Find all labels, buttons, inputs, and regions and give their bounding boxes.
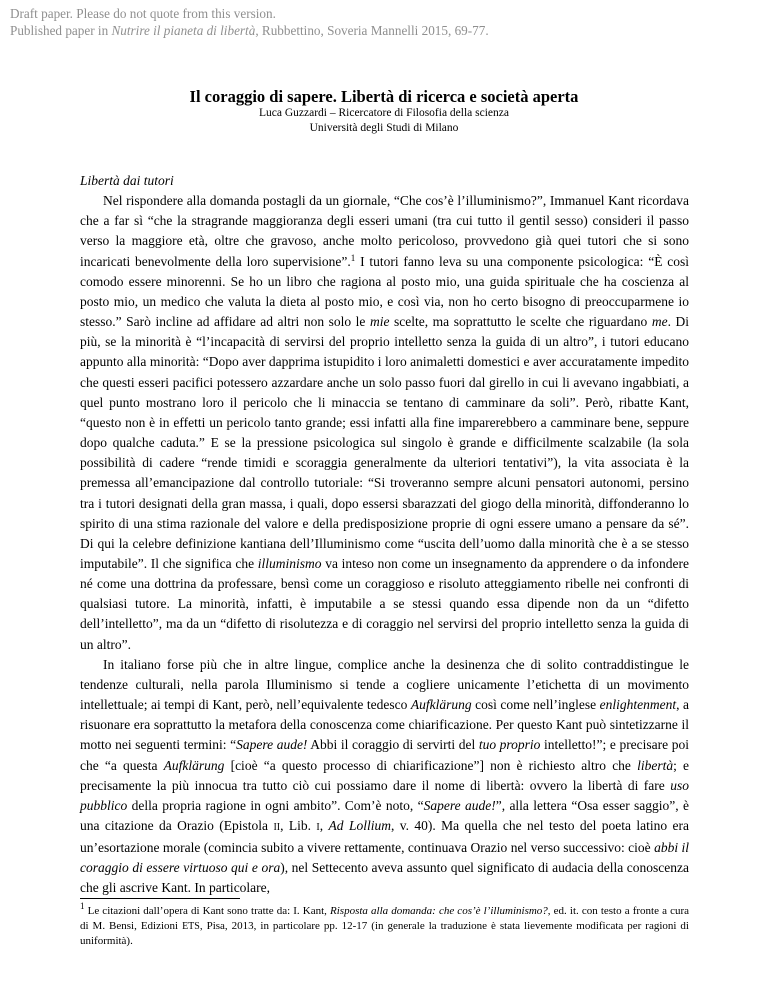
text-run: , v. 40). Ma quella che nel testo del poeta latino era un’esortazione morale (comincia subito a vivere rettamente, continuava Orazio nel verso successivo: cioè (80, 818, 690, 856)
text-run: ”, alla lettera “Osa esser saggio”, è una citazione da Orazio (Epistola (80, 797, 690, 833)
paragraph (80, 655, 689, 899)
draft-notice-line2 (10, 22, 489, 39)
italic-text: mie (369, 314, 390, 330)
footnote-divider (80, 898, 240, 899)
text-run: Le citazioni dall’opera di Kant sono tratte da: I. Kant, (84, 905, 331, 917)
text-run: scelte, ma soprattutto le scelte che riguardano (389, 314, 652, 330)
draft-notice-prefix: Published paper in (10, 23, 112, 38)
text-run: [cioè “a questo processo di chiarificazione”] non è richiesto altro che (224, 757, 638, 773)
italic-text: Aufklärung (163, 757, 225, 773)
footnote (80, 901, 689, 950)
text-run: , Pisa, 2013, in particolare pp. 12-17 (in generale la traduzione è stata lievemente modificata per ragioni di uniformità). (80, 920, 689, 948)
italic-text: enlightenment (599, 697, 677, 713)
text-run: va inteso non come un insegnamento da apprendere o da infondere né come una dottrina da professare, bensì come un coraggioso e risoluto atteggiamento ribelle nei confronti di qualsiasi tutore. La minorità, infatti, è imputabile a se stessi quando essa dipende non da un “difetto dell’intelletto”, ma da un “difetto di risolutezza e di coraggio nel servirsi del proprio intelletto senza la guida di un altro”. (80, 555, 689, 652)
draft-notice (10, 5, 489, 39)
italic-text: illuminismo (257, 555, 322, 571)
text-run: I tutori fanno leva su una componente psicologica: “È così comodo essere minorenni. Se ho un libro che ragiona al posto mio, una guida spirituale che ha coscienza al posto mio, un medico che valuta la dieta al posto mio, e così via, non ho certo bisogno di preoccuparmene io stesso.” Sarò incline ad affidare ad altri non solo le (80, 253, 690, 330)
italic-text: Aufklärung (410, 697, 472, 713)
italic-text: Sapere aude! (236, 737, 308, 753)
italic-text: uso pubblico (80, 777, 689, 813)
author-block (0, 106, 768, 136)
italic-text: Ad Lollium (328, 818, 391, 833)
text-run: intelletto!”; e precisare poi che “a questa (80, 737, 689, 773)
draft-notice-line1: Draft paper. Please do not quote from this version. (10, 6, 276, 21)
text-run: Nel rispondere alla domanda postagli da un giornale, “Che cos’è l’illuminismo?”, Immanuel Kant ricordava che a far sì “che la stragrande maggioranza degli esseri umani (tra cui tutto il gentil sesso) consideri il passo verso la maggiore età, oltre che gravoso, anche molto pericoloso, provvedono già quei tutori che si sono incaricati benevolmente della loro supervisione”. (80, 193, 689, 269)
paragraph (80, 191, 689, 655)
footnote-ref: 1 (80, 901, 85, 911)
section-title: Libertà dai tutori (80, 173, 174, 188)
text-run: , (319, 818, 329, 833)
italic-text: libertà (637, 757, 674, 773)
text-run: ETS (182, 921, 200, 933)
italic-text: abbi il coraggio di essere virtuoso qui e ora (80, 840, 689, 876)
italic-text: tuo proprio (478, 737, 541, 753)
text-run: , ed. it. con testo a fronte a cura di M. Bensi, Edizioni (80, 905, 689, 933)
text-run: In italiano forse più che in altre lingue, complice anche la desinenza che di solito contraddistingue le tendenze culturali, nella parola Illuminismo si tende a cogliere unicamente l’etichetta di un movimento intellettuale; ai tempi di Kant, però, nell’equivalente tedesco (80, 656, 689, 713)
text-run: I (316, 822, 320, 833)
paper-title: Il coraggio di sapere. Libertà di ricerca e società aperta (189, 87, 579, 106)
text-run: , Lib. (280, 818, 317, 833)
text-run: così come nell’inglese (471, 697, 600, 713)
main-text (80, 171, 689, 899)
draft-notice-suffix: , Rubbettino, Soveria Mannelli 2015, 69-77. (255, 23, 489, 38)
footnote-ref: 1 (350, 252, 356, 263)
author-line: Luca Guzzardi – Ricercatore di Filosofia della scienza (258, 107, 509, 119)
italic-text: Risposta alla domanda: che cos’è l’illuminismo? (330, 905, 548, 917)
text-run: , a risuonare era soprattutto la metafora della conoscenza come chiarificazione. Per questo Kant può sintetizzarne il motto nei seguenti termini: “ (80, 697, 689, 753)
text-run: ), nel Settecento aveva assunto quel significato di audacia della conoscenza che gli ascrive Kant. In particolare, (80, 860, 689, 896)
italic-text: me (651, 314, 668, 330)
text-run: . Di più, se la minorità è “l’incapacità di servirsi del proprio intelletto senza la guida di un altro”, i tutori educano appunto alla minorità: “Dopo aver dapprima istupidito i loro animaletti domestici e aver accuratamente impedito che questi esseri pacifici potessero azzardare anche un solo passo fuori dal girello in cui li avevano ingabbiati, a quel punto mostrano loro il pericolo che li minaccia se tentano di camminare da soli”. Però, ribatte Kant, “questo non è in effetti un pericolo tanto grande; essi infatti alla fine imparerebbero a camminare bene, seppure dopo qualche caduta.” E se la pressione psicologica sul singolo è grande e difficilmente scalzabile (la sola possibilità di cadere “rende timidi e scoraggia generalmente da ulteriori tentativi”), la vita associata è la premessa all’emancipazione dal controllo tutoriale: “Si troveranno sempre alcuni pensatori autonomi, persino tra i tutori designati della gran massa, i quali, dopo essersi sbarazzati del giogo della minorità, diffonderanno lo spirito di una stima razionale del valore e della predisposizione proprie di ogni essere umano a pensare da sé”. Di qui la celebre definizione kantiana dell’Illuminismo come “uscita dell’uomo dalla minorità che è a se stesso imputabile”. Il che significa che (80, 314, 690, 571)
text-run: Abbi il coraggio di servirti del (307, 737, 479, 753)
text-run: ; e precisamente la più innocua tra tutto ciò cui possiamo dare il nome di libertà: ovvero la libertà di fare (80, 757, 689, 793)
italic-text: Sapere aude! (423, 797, 496, 813)
text-run: della propria ragione in ogni ambito”. Com’è noto, “ (127, 797, 424, 813)
affiliation-line: Università degli Studi di Milano (309, 122, 459, 134)
text-run: II (273, 822, 281, 833)
draft-notice-book-title: Nutrire il pianeta di libertà (111, 23, 256, 38)
